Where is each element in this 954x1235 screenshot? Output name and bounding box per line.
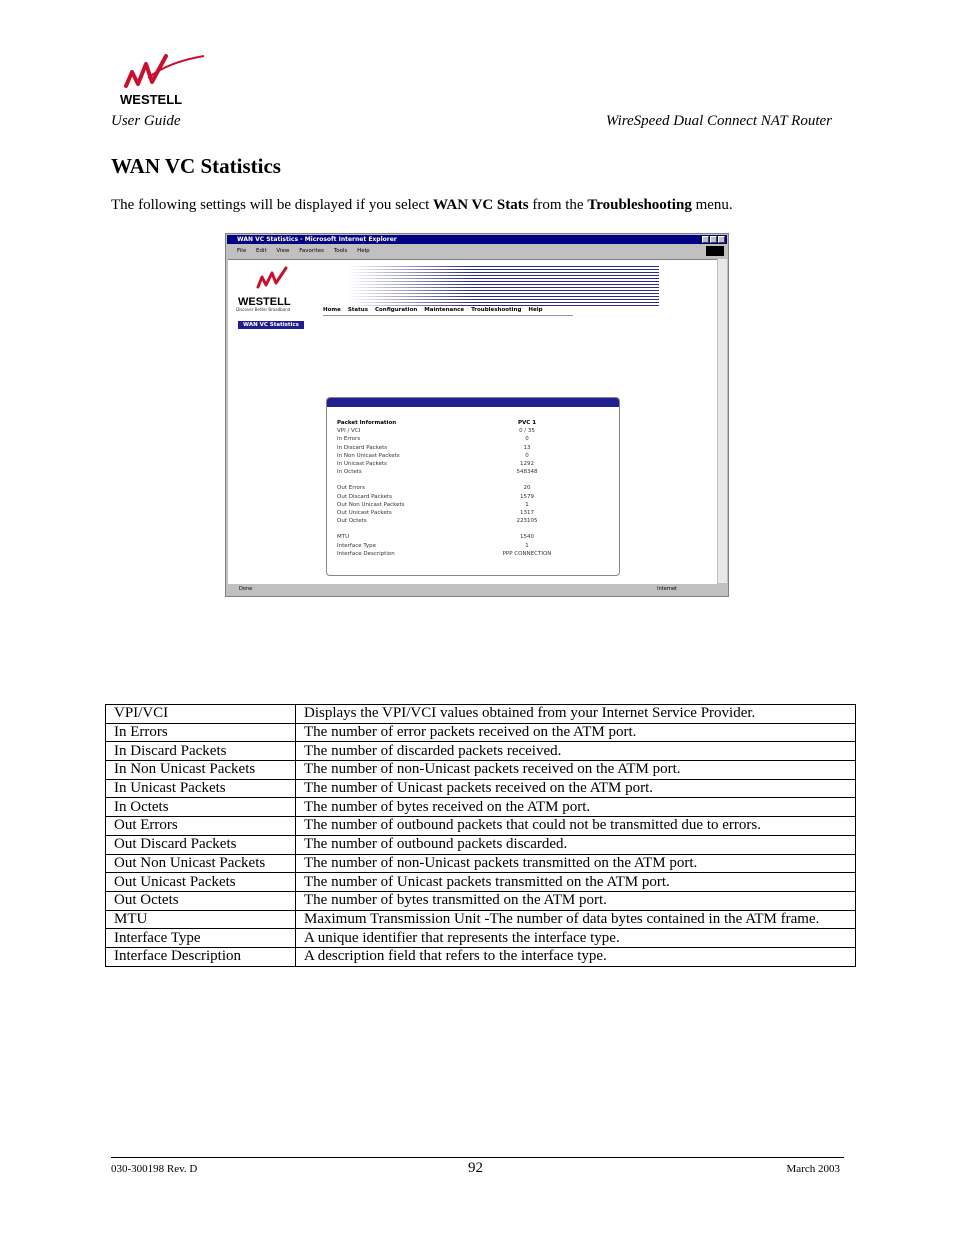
table-row [106,742,856,761]
table-row [106,779,856,798]
packet-info-header: Packet Information PVC 1 [337,420,537,426]
description-cell: A unique identifier that represents the interface type. [296,929,856,948]
menu-view: View [276,248,290,254]
packet-row-label: In Octets [337,469,362,476]
menu-file: File [237,248,247,254]
packet-row-label: In Non Unicast Packets [337,452,400,459]
packet-row-value: PPP CONNECTION [502,550,552,557]
description-cell: The number of bytes received on the ATM port. [296,798,856,817]
description-cell: The number of error packets received on the ATM port. [296,723,856,742]
packet-row-label: Interface Description [337,550,395,557]
packet-row [337,501,567,509]
menu-bar [227,245,727,257]
packet-row-value: 1579 [520,493,534,500]
term-cell: In Non Unicast Packets [106,761,296,780]
term-cell: Interface Type [106,929,296,948]
window-title: WAN VC Statistics - Microsoft Internet Explorer [237,236,397,243]
description-cell: The number of Unicast packets transmitted on the ATM port. [296,873,856,892]
packet-row-value: 0 [525,452,529,459]
packet-row [337,493,567,501]
packet-row [337,517,567,525]
packet-row [337,468,567,476]
intro-paragraph: The following settings will be displayed if you select WAN VC Stats from the Troubleshooting menu. [111,197,733,213]
status-bar [227,585,727,594]
description-cell: The number of outbound packets discarded. [296,835,856,854]
table-row [106,705,856,724]
packet-row [337,533,567,541]
packet-row-value: 1292 [520,461,534,468]
intro-bold-menu: Troubleshooting [587,197,692,213]
router-nav [323,307,573,316]
tagline: Discover Better Broadband [236,307,291,312]
term-cell: In Unicast Packets [106,779,296,798]
panel-header [327,398,619,407]
header-stripes [348,266,659,306]
table-row [106,891,856,910]
packet-row-value: 1540 [520,534,534,541]
nav-configuration: Configuration [374,307,418,313]
packet-row-label: Out Unicast Packets [337,510,392,517]
intro-bold-menu-item: WAN VC Stats [433,197,529,213]
page-title: WAN VC Statistics [111,154,281,178]
description-cell: The number of bytes transmitted on the ATM port. [296,891,856,910]
page-tab: WAN VC Statistics [238,321,304,329]
definitions-table [105,704,856,967]
term-cell: Interface Description [106,947,296,966]
footer-rule [111,1157,844,1158]
table-row [106,723,856,742]
status-zone: Internet [657,586,677,592]
term-cell: Out Non Unicast Packets [106,854,296,873]
westell-logo [118,52,208,108]
status-text: Done [239,586,253,592]
browser-screenshot [225,233,729,597]
table-row [106,798,856,817]
menu-help: Help [357,248,370,254]
nav-status: Status [347,307,368,313]
term-cell: Out Unicast Packets [106,873,296,892]
table-row [106,817,856,836]
packet-row-value: 1 [525,542,529,549]
nav-home: Home [323,307,341,313]
table-row [106,910,856,929]
packet-row-label: Out Non Unicast Packets [337,501,405,508]
menu-favorites: Favorites [299,248,325,254]
packet-row-label: In Errors [337,436,361,443]
description-cell: The number of non-Unicast packets transmitted on the ATM port. [296,854,856,873]
menu-edit: Edit [255,248,267,254]
term-cell: VPI/VCI [106,705,296,724]
packet-row-value: 0 / 35 [519,428,535,435]
windows-logo-icon [706,246,724,256]
packet-row-value: 548348 [516,469,538,476]
term-cell: Out Errors [106,817,296,836]
page-number: 92 [468,1160,483,1176]
packet-row-label: Out Octets [337,518,367,525]
packet-row-value: 20 [523,485,531,492]
term-cell: In Octets [106,798,296,817]
nav-troubleshooting: Troubleshooting [471,307,522,313]
header-left: User Guide [111,113,181,129]
term-cell: Out Octets [106,891,296,910]
packet-row [337,435,567,443]
packet-row-label: In Discard Packets [337,444,388,451]
table-row [106,835,856,854]
table-row [106,929,856,948]
packet-row [337,427,567,435]
packet-row-value: 13 [523,444,531,451]
description-cell: The number of discarded packets received. [296,742,856,761]
browser-content [228,259,717,584]
table-row [106,947,856,966]
term-cell: In Discard Packets [106,742,296,761]
nav-help: Help [528,307,543,313]
packet-row-label: Interface Type [337,542,377,549]
packet-row-value: 1 [525,501,529,508]
table-row [106,873,856,892]
header-right: WireSpeed Dual Connect NAT Router [605,113,832,129]
description-cell: The number of non-Unicast packets received on the ATM port. [296,761,856,780]
term-cell: In Errors [106,723,296,742]
svg-text:WESTELL: WESTELL [238,296,291,308]
packet-row [337,542,567,550]
nav-maintenance: Maintenance [424,307,465,313]
packet-row-label: Out Discard Packets [337,493,393,500]
footer-doc-number: 030-300198 Rev. D [111,1163,198,1175]
packet-row [337,444,567,452]
packet-info [337,419,567,558]
packet-row-value: 223105 [516,518,538,525]
packet-row-label: In Unicast Packets [337,461,387,468]
window-titlebar [227,235,727,244]
description-cell: Maximum Transmission Unit -The number of data bytes contained in the ATM frame. [296,910,856,929]
minimize-icon [702,236,709,243]
description-cell: The number of outbound packets that could not be transmitted due to errors. [296,817,856,836]
description-cell: The number of Unicast packets received on the ATM port. [296,779,856,798]
description-cell: A description field that refers to the interface type. [296,947,856,966]
packet-row [337,452,567,460]
table-row [106,761,856,780]
term-cell: Out Discard Packets [106,835,296,854]
maximize-icon [710,236,717,243]
packet-row-label: Out Errors [337,485,365,492]
description-cell: Displays the VPI/VCI values obtained from your Internet Service Provider. [296,705,856,724]
westell-inner-logo [236,265,306,309]
packet-row [337,550,567,558]
packet-row [337,484,567,492]
menu-tools: Tools [333,248,348,254]
term-cell: MTU [106,910,296,929]
vertical-scrollbar [717,259,727,583]
close-icon [718,236,725,243]
footer-date: March 2003 [786,1163,840,1175]
packet-row-label: VPI / VCI [337,428,361,435]
packet-row [337,509,567,517]
packet-row-value: 1317 [520,510,534,517]
packet-row-value: 0 [525,436,529,443]
packet-row-label: MTU [337,534,350,541]
stats-panel [326,397,620,576]
table-row [106,854,856,873]
packet-row [337,460,567,468]
logo-text: WESTELL [120,92,183,107]
